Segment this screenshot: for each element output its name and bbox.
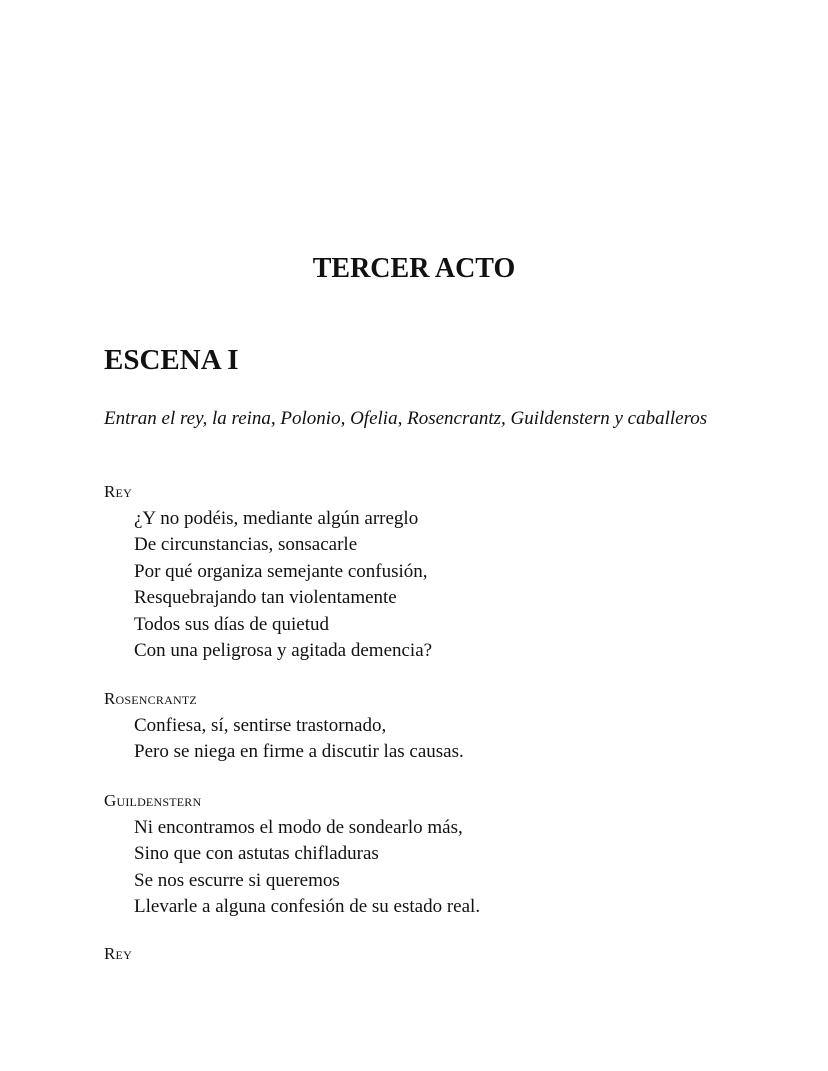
speaker-name: Rey (104, 944, 132, 963)
speaker-name: Rosencrantz (104, 689, 197, 708)
speech-block (134, 713, 464, 766)
verse-line: Resquebrajando tan violentamente (134, 587, 397, 609)
speaker-name: Guildenstern (104, 791, 202, 810)
speech-block (134, 815, 480, 921)
verse-line: Se nos escurre si queremos (134, 869, 340, 891)
verse-line: Pero se niega en firme a discutir las causas. (134, 741, 464, 763)
speaker-name: Rey (104, 482, 132, 501)
verse-line: Por qué organiza semejante confusión, (134, 560, 428, 582)
verse-line: Todos sus días de quietud (134, 613, 329, 635)
verse-line: Llevarle a alguna confesión de su estado real. (134, 896, 481, 918)
act-title: TERCER ACTO (312, 253, 516, 284)
verse-line: De circunstancias, sonsacarle (134, 534, 358, 556)
verse-line: Sino que con astutas chifladuras (134, 843, 379, 865)
verse-line: ¿Y no podéis, mediante algún arreglo (134, 508, 419, 529)
verse-line: Con una peligrosa y agitada demencia? (134, 640, 433, 662)
verse-line: Confiesa, sí, sentirse trastornado, (134, 715, 387, 736)
scene-title: ESCENA I (104, 344, 239, 376)
speech-block (134, 506, 432, 664)
verse-line: Ni encontramos el modo de sondearlo más, (134, 817, 463, 838)
stage-direction: Entran el rey, la reina, Polonio, Ofelia, Rosencrantz, Guildenstern y caballeros (104, 408, 708, 429)
